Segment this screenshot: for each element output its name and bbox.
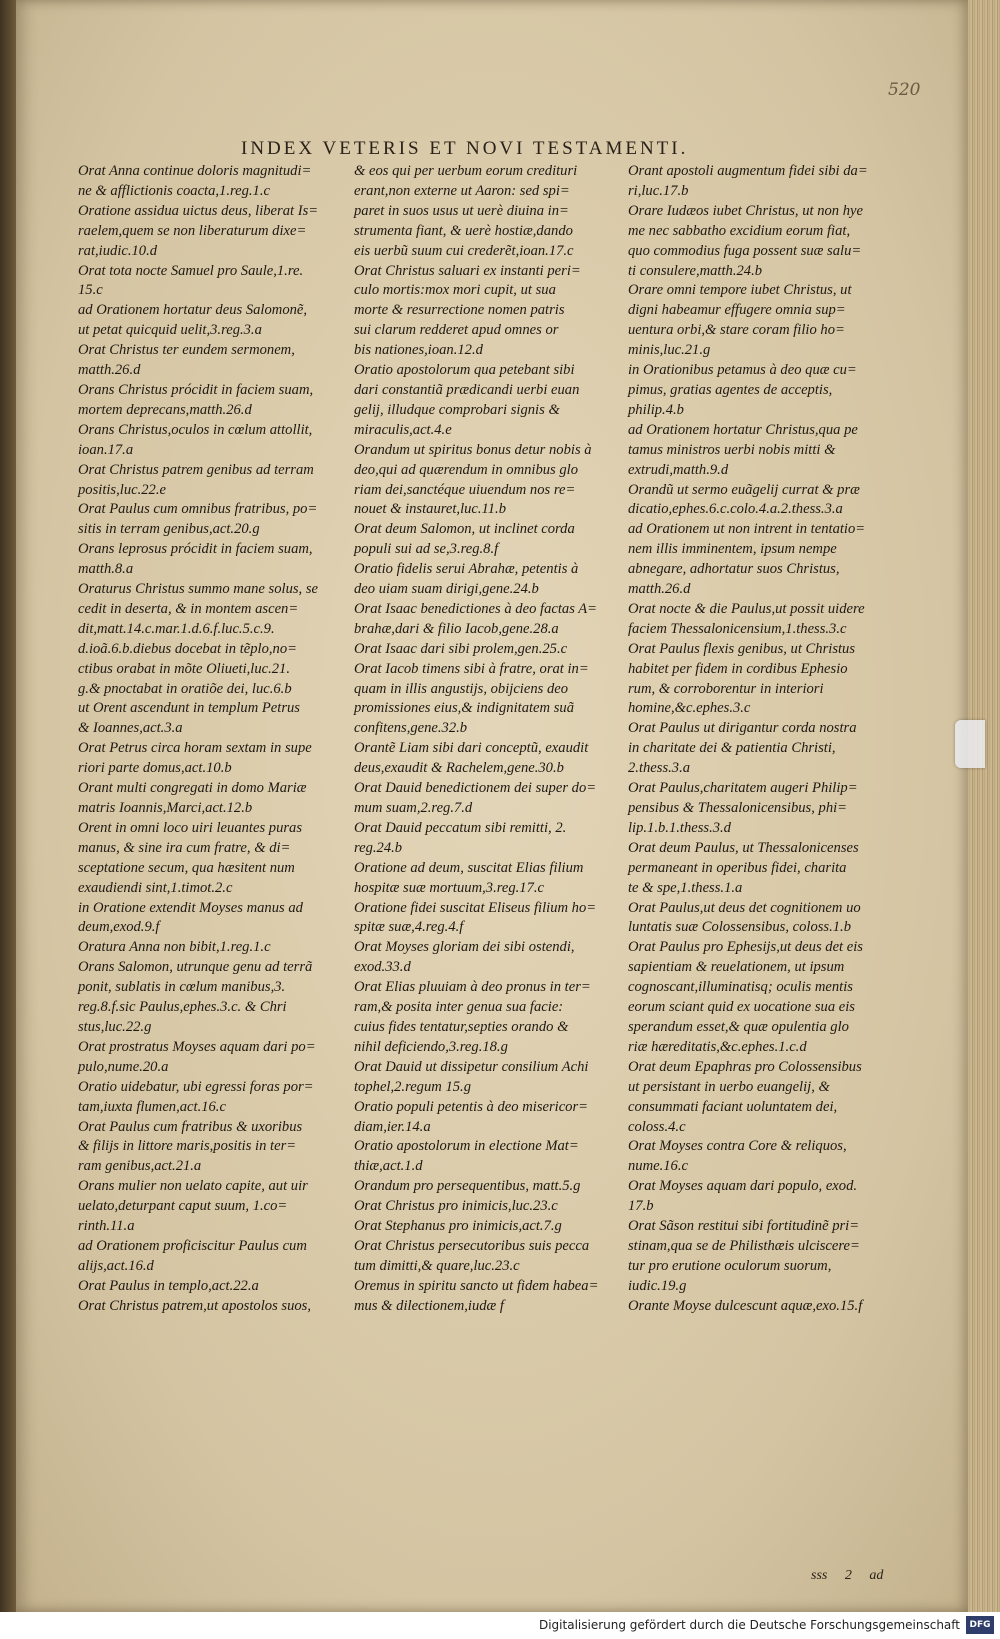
index-entry: ad Orationem proficiscitur Paulus cum alijs,act.16.d [78, 1237, 307, 1274]
index-entry: Orat deum Paulus, ut Thessalonicenses permaneant in operibus fidei, charita te & spe,1.thess.1.a [628, 839, 859, 896]
index-entry: Orant multi congregati in domo Mariæ matris Ioannis,Marci,act.12.b [78, 780, 307, 816]
index-entry: Oratura Anna non bibit,1.reg.1.c [78, 939, 271, 956]
index-entry: Orat Paulus pro Ephesijs,ut deus det eis sapientiam & reuelationem, ut ipsum cognoscant,illuminatisq; oculis mentis eorum sciant quid ex uocatione sua eis sperandum esset,& quæ opulentia glo riæ hæreditatis,&c.ephes.1.c.d [628, 939, 863, 1055]
index-entry: Orare omni tempore iubet Christus, ut digni habeamur effugere omnia sup= uentura orbi,& stare coram filio ho= minis,luc.21.g [628, 282, 852, 359]
index-entry: & eos qui per uerbum eorum credituri erant,non externe ut Aaron: sed spi= paret in suos usus ut uerè diuina in= strumenta fiant, & uerè hostiæ,dando eis uerbũ suum cui crederẽt,ioan.17.c [354, 163, 578, 259]
index-entry: Oratio apostolorum qua petebant sibi dari constantiã prædicandi uerbi euan gelij, illudque comprobari signis & miraculis,act.4.e [354, 362, 580, 438]
index-entry: Orat Moyses contra Core & reliquos, nume.16.c [628, 1138, 847, 1175]
index-entry: Orat prostratus Moyses aquam dari po= pulo,nume.20.a [78, 1038, 316, 1075]
index-entry: Orandũ ut sermo euãgelij currat & præ dicatio,ephes.6.c.colo.4.a.2.thess.3.a [628, 481, 860, 518]
index-entry: ad Orationem hortatur Christus,qua pe tamus ministros uerbi nobis mitti & extrudi,matth.9.d [628, 421, 858, 478]
index-entry: Orent in omni loco uiri leuantes puras manus, & sine ira cum fratre, & di= sceptatione secum, qua hæsitent num exaudiendi sint,1.timot.2.c [78, 819, 303, 896]
index-entry: in Oratione extendit Moyses manus ad deum,exod.9.f [78, 899, 303, 936]
index-entry: Orat Christus patrem genibus ad terram positis,luc.22.e [78, 461, 314, 498]
index-entry: Orantẽ Liam sibi dari conceptũ, exaudit deus,exaudit & Rachelem,gene.30.b [354, 740, 589, 777]
index-entry: Orat Moyses gloriam dei sibi ostendi, exod.33.d [354, 939, 575, 976]
dfg-logo: DFG [966, 1616, 994, 1634]
index-entry: ad Orationem ut non intrent in tentatio= nem illis imminentem, ipsum nempe abnegare, adhortatur suos Christus, matth.26.d [628, 521, 866, 598]
index-entry: Orante Moyse dulcescunt aquæ,exo.15.f [628, 1297, 863, 1314]
index-entry: Orat deum Epaphras pro Colossensibus ut persistant in uerbo euangelij, & consummati faciant uoluntatem dei, coloss.4.c [628, 1058, 862, 1135]
index-entry: Orant apostoli augmentum fidei sibi da= ri,luc.17.b [628, 163, 868, 199]
index-entry: Orat Petrus circa horam sextam in supe riori parte domus,act.10.b [78, 740, 312, 777]
index-entry: Orat Christus patrem,ut apostolos suos, [78, 1297, 311, 1314]
index-entry: Orat Dauid ut dissipetur consilium Achi tophel,2.regum 15.g [354, 1058, 589, 1095]
index-entry: Orat Paulus,charitatem augeri Philip= pensibus & Thessalonicensibus, phi= lip.1.b.1.thess.3.d [628, 780, 858, 836]
index-entry: ad Orationem hortatur deus Salomonẽ, ut petat quicquid uelit,3.reg.3.a [78, 302, 308, 339]
signature-mark: sss 2 ad [811, 1568, 884, 1583]
index-entry: Oratio populi petentis à deo misericor= diam,ier.14.a [354, 1098, 589, 1135]
index-entry: Orandum ut spiritus bonus detur nobis à deo,qui ad quærendum in omnibus glo riam dei,sanctéque uiuendum nos re= nouet & instauret,luc.11.b [354, 441, 592, 518]
index-entry: Orat Paulus ut dirigantur corda nostra in charitate dei & patientia Christi, 2.thess.3.a [628, 720, 857, 777]
index-entry: in Orationibus petamus à deo quæ cu= pimus, gratias agentes de acceptis, philip.4.b [628, 362, 857, 418]
index-entry: Orans mulier non uelato capite, aut uir uelato,deturpant caput suum, 1.co= rinth.11.a [78, 1178, 308, 1235]
index-entry: Orat Paulus flexis genibus, ut Christus habitet per fidem in cordibus Ephesio rum, & corroborentur in interiori homine,&c.ephes.3.c [628, 640, 856, 717]
index-entry: Oratio fidelis serui Abrahæ, petentis à deo uiam suam dirigi,gene.24.b [354, 561, 579, 598]
index-entry: Orat Isaac dari sibi prolem,gen.25.c [354, 640, 568, 657]
index-column-2 [354, 162, 616, 1317]
index-entry: Orat Dauid benedictionem dei super do= mum suam,2.reg.7.d [354, 780, 597, 816]
index-entry: Orat tota nocte Samuel pro Saule,1.re. 15.c [78, 262, 304, 299]
index-column-1 [78, 162, 340, 1317]
index-entry: Orat deum Salomon, ut inclinet corda populi sui ad se,3.reg.8.f [354, 521, 575, 558]
index-entry: Orandum pro persequentibus, matt.5.g [354, 1178, 581, 1195]
index-entry: Orat Paulus cum omnibus fratribus, po= sitis in terram genibus,act.20.g [78, 501, 318, 538]
index-entry: Orans Christus,oculos in cœlum attollit, ioan.17.a [78, 421, 313, 458]
index-entry: Oratione assidua uictus deus, liberat Is= raelem,quem se non liberaturum dixe= rat,iudic.10.d [78, 202, 319, 259]
running-head: INDEX VETERIS ET NOVI TESTAMENTI. [241, 138, 689, 159]
index-entry: Orans Salomon, utrunque genu ad terrã ponit, sublatis in cœlum manibus,3. reg.8.f.sic Paulus,ephes.3.c. & Chri stus,luc.22.g [78, 959, 313, 1035]
index-entry: Orat Paulus,ut deus det cognitionem uo luntatis suæ Colossensibus, coloss.1.b [628, 899, 861, 936]
index-entry: Orat Anna continue doloris magnitudi= ne & afflictionis coacta,1.reg.1.c [78, 163, 312, 199]
book-binding-edge [0, 0, 16, 1639]
index-entry: Orat Stephanus pro inimicis,act.7.g [354, 1218, 562, 1235]
index-entry: Orat Moyses aquam dari populo, exod. 17.b [628, 1178, 858, 1215]
funding-notice: Digitalisierung gefördert durch die Deutsche Forschungsgemeinschaft [538, 1618, 960, 1632]
index-entry: Orat nocte & die Paulus,ut possit uidere faciem Thessalonicensium,1.thess.3.c [628, 600, 865, 637]
index-entry: Orans leprosus prócidit in faciem suam, matth.8.a [78, 541, 313, 578]
index-entry: Orat Christus pro inimicis,luc.23.c [354, 1198, 558, 1215]
index-entry: Orat Dauid peccatum sibi remitti, 2. reg.24.b [354, 819, 567, 856]
index-entry: Orare Iudæos iubet Christus, ut non hye me nec sabbatho excidium eorum fiat, quo commodius fuga possent suæ salu= ti consulere,matth.24.b [628, 202, 863, 279]
index-entry: Oraturus Christus summo mane solus, se cedit in deserta, & in montem ascen= dit,matt.14.c.mar.1.d.6.f.luc.5.c.9. d.ioã.6.b.diebus docebat in tẽplo,no= ctibus orabat in mõte Oliueti,luc.21. g.& pnoctabat in oratiõe dei, luc.6.b [78, 581, 319, 697]
index-column-3 [628, 162, 890, 1317]
book-page [16, 0, 968, 1612]
index-entry: Orat Christus persecutoribus suis pecca tum dimitti,& quare,luc.23.c [354, 1237, 590, 1274]
index-entry: Orat Christus saluari ex instanti peri= culo mortis:mox mori cupit, ut sua morte & resurrectione nomen patris sui clarum redderet apud omnes or bis nationes,ioan.12.d [354, 262, 581, 359]
index-entry: Orat Iacob timens sibi à fratre, orat in= quam in illis angustijs, obijciens deo promissiones eius,& indignitatem suã confitens,gene.32.b [354, 660, 589, 737]
viewer-side-tab[interactable] [955, 720, 985, 768]
index-entry: Orat Christus ter eundem sermonem, matth.26.d [78, 342, 295, 379]
footer-bar [0, 1612, 1000, 1639]
index-entry: Oratione fidei suscitat Eliseus filium ho= spitæ suæ,4.reg.4.f [354, 899, 597, 936]
index-entry: Oratio uidebatur, ubi egressi foras por= tam,iuxta flumen,act.16.c [78, 1078, 314, 1115]
folio-number: 520 [888, 80, 921, 100]
index-entry: Orat Isaac benedictiones à deo factas A= brahæ,dari & filio Iacob,gene.28.a [354, 600, 598, 637]
index-entry: ut Orent ascendunt in templum Petrus & Ioannes,act.3.a [78, 700, 300, 737]
index-entry: Oremus in spiritu sancto ut fidem habea= mus & dilectionem,iudæ f [354, 1277, 599, 1314]
index-entry: Orat Paulus in templo,act.22.a [78, 1277, 259, 1294]
index-entry: Oratione ad deum, suscitat Elias filium hospitæ suæ mortuum,3.reg.17.c [354, 859, 584, 896]
index-entry: Oratio apostolorum in electione Mat= thiæ,act.1.d [354, 1138, 579, 1175]
index-entry: Orat Paulus cum fratribus & uxoribus & filijs in littore maris,positis in ter= ram genibus,act.21.a [78, 1118, 303, 1175]
index-entry: Orat Sãson restitui sibi fortitudinẽ pri= stinam,qua se de Philisthæis ulciscere= tur pro erutione oculorum suorum, iudic.19.g [628, 1218, 860, 1294]
index-entry: Orat Elias pluuiam à deo pronus in ter= ram,& posita inter genua sua facie: cuius fides tentatur,septies orando & nihil deficiendo,3.reg.18.g [354, 979, 591, 1055]
page-stack-edge [968, 0, 1000, 1639]
index-entry: Orans Christus prócidit in faciem suam, mortem deprecans,matth.26.d [78, 381, 314, 418]
